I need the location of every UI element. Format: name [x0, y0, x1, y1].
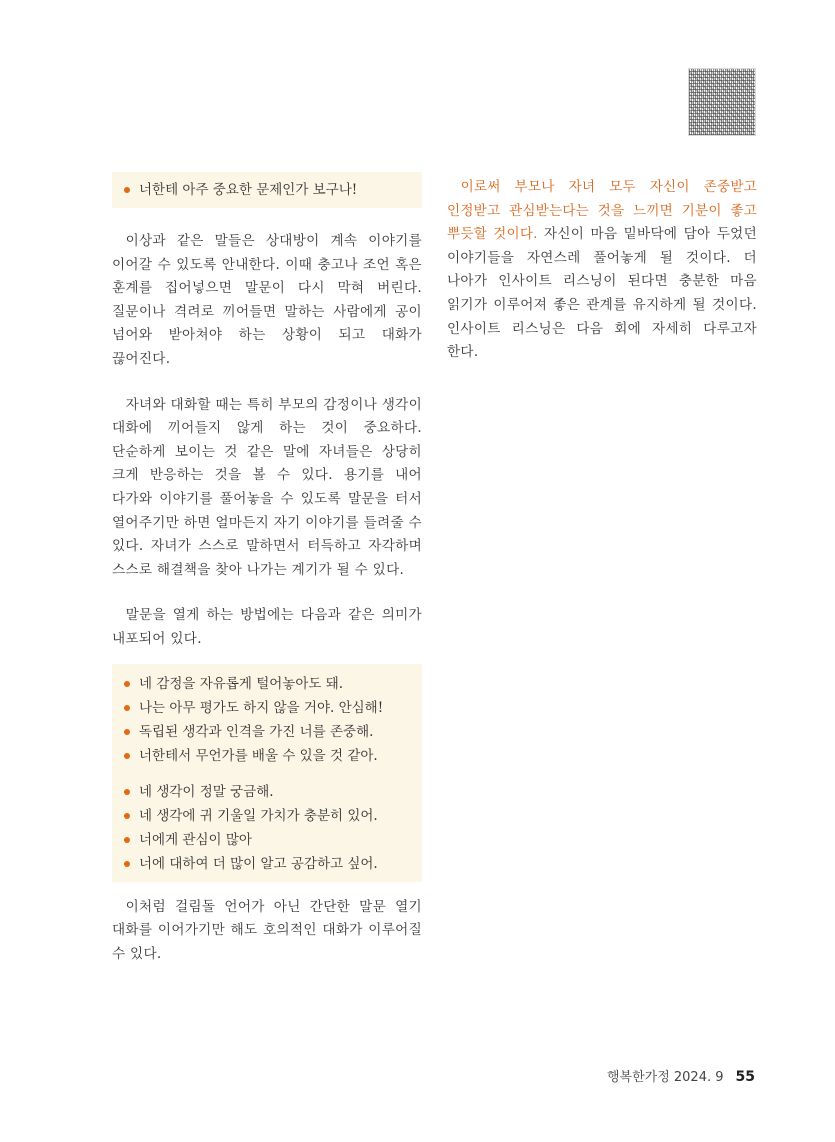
list-gap [122, 768, 412, 780]
bullet-dot-icon [124, 705, 130, 711]
paragraph: 말문을 열게 하는 방법에는 다음과 같은 의미가 내포되어 있다. [112, 607, 422, 647]
list-item [122, 780, 412, 804]
list-item [122, 720, 412, 744]
list-item [122, 828, 412, 852]
paragraph: 이상과 같은 말들은 상대방이 계속 이야기를 이어갈 수 있도록 안내한다. 이때 충고나 조언 혹은 훈계를 집어넣으면 말문이 다시 막혀 버린다. 질문이나 격려로 끼어들면 말하는 사람에게 공이 넘어와 받아쳐야 하는 상황이 되고 대화가 끊어진다. [112, 233, 422, 367]
bullet-dot-icon [124, 837, 130, 843]
bullet-dot-icon [124, 681, 130, 687]
qr-code[interactable] [688, 68, 756, 136]
quote-box-list [112, 664, 422, 882]
highlighted-sentence: 이로써 부모나 자녀 모두 자신이 존중받고 인정받고 관심받는다는 것을 느끼면 기분이 좋고 뿌듯할 것이다. [447, 179, 757, 243]
paragraph: 이처럼 걸림돌 언어가 아닌 간단한 말문 열기 대화를 이어가기만 해도 호의적인 대화가 이루어질 수 있다. [112, 898, 422, 962]
list-item [122, 852, 412, 876]
list-item-text: 네 생각에 귀 기울일 가치가 충분히 있어. [139, 807, 378, 824]
bullet-dot-icon [124, 753, 130, 759]
list-item [122, 744, 412, 768]
magazine-issue: 행복한가정 2024. 9 [606, 1070, 724, 1085]
bullet-dot-icon [124, 187, 130, 193]
list-item [122, 696, 412, 720]
paragraph: 자녀와 대화할 때는 특히 부모의 감정이나 생각이 대화에 끼어들지 않게 하는 것이 중요하다. 단순하게 보이는 것 같은 말에 자녀들은 상당히 크게 반응하는 것을 볼 수 있다. 용기를 내어 다가와 이야기를 풀어놓을 수 있도록 말문을 터서 열어주기만 하면 얼마든지 자기 이야기를 들려줄 수 있다. 자녀가 스스로 말하면서 터득하고 자각하며 스스로 해결책을 찾아 나가는 계기가 될 수 있다. [112, 396, 422, 578]
bullet-dot-icon [124, 861, 130, 867]
bullet-dot-icon [124, 789, 130, 795]
list-item-text: 너한테서 무언가를 배울 수 있을 것 같아. [139, 747, 378, 764]
list-item-text: 너에게 관심이 많아 [139, 831, 252, 848]
list-item-text: 독립된 생각과 인격을 가진 너를 존중해. [139, 723, 374, 740]
list-item-text: 네 감정을 자유롭게 털어놓아도 돼. [139, 675, 344, 692]
right-column [447, 176, 757, 365]
quote-box-top [112, 172, 422, 208]
left-column [112, 172, 422, 966]
list-item-text: 네 생각이 정말 궁금해. [139, 783, 274, 800]
list-item-text: 너한테 아주 중요한 문제인가 보구나! [139, 182, 358, 198]
paragraph [447, 176, 757, 365]
page-number: 55 [735, 1069, 755, 1085]
list-item [122, 178, 412, 202]
bullet-dot-icon [124, 813, 130, 819]
list-item [122, 804, 412, 828]
list-item-text: 너에 대하여 더 많이 알고 공감하고 싶어. [139, 855, 378, 872]
paragraph-rest: 자신이 마음 밑바닥에 담아 두었던 이야기들을 자연스레 풀어놓게 될 것이다. 더 나아가 인사이트 리스닝이 된다면 충분한 마음 읽기가 이루어져 좋은 관계를 유지하게 될 것이다. 인사이트 리스닝은 다음 회에 자세히 다루고자 한다. [447, 226, 757, 361]
list-item [122, 672, 412, 696]
bullet-dot-icon [124, 729, 130, 735]
list-item-text: 나는 아무 평가도 하지 않을 거야. 안심해! [139, 699, 384, 716]
page-footer [607, 1066, 755, 1085]
